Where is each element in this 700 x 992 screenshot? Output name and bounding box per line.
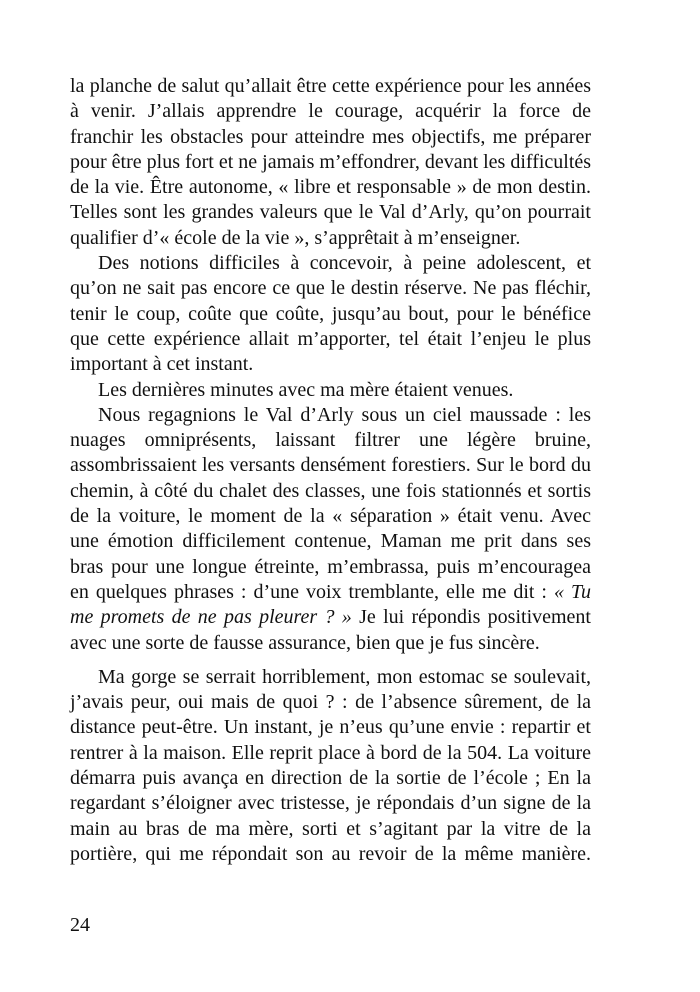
- text-segment: assombrissaient les versants densément forestiers. Sur le bord du: [70, 454, 591, 477]
- page-body: [70, 74, 591, 867]
- text-line: [70, 504, 591, 529]
- text-line: [70, 175, 591, 200]
- text-segment: rentrer à la maison. Elle reprit place à bord de la 504. La voiture: [70, 741, 591, 764]
- paragraph: [70, 378, 591, 403]
- text-segment: de la vie. Être autonome, « libre et responsable » de mon destin.: [70, 176, 591, 199]
- text-line: [70, 99, 591, 124]
- text-line: [70, 200, 591, 225]
- text-segment: pour être plus fort et ne jamais m’effondrer, devant les difficultés: [70, 150, 592, 173]
- text-segment: Ma gorge se serrait horriblement, mon estomac se soulevait,: [98, 665, 591, 688]
- text-line: [70, 665, 591, 690]
- text-segment: j’avais peur, oui mais de quoi ? : de l’absence sûrement, de la: [70, 691, 591, 714]
- text-segment: regardant s’éloigner avec tristesse, je répondais d’un signe de la: [70, 792, 591, 815]
- text-line: [70, 302, 591, 327]
- text-segment: Nous regagnions le Val d’Arly sous un ciel maussade : les: [98, 403, 591, 426]
- text-line: [70, 580, 591, 605]
- text-segment: en quelques phrases : d’une voix tremblante, elle me dit :: [70, 580, 554, 603]
- text-segment: tenir le coup, coûte que coûte, jusqu’au bout, pour le bénéfice: [70, 302, 591, 325]
- text-line: [70, 529, 591, 554]
- text-segment: que cette expérience allait m’apporter, tel était l’enjeu le plus: [70, 327, 591, 350]
- text-line: [70, 428, 591, 453]
- text-line: [70, 715, 591, 740]
- text-line: [70, 631, 591, 656]
- text-line: [70, 555, 591, 580]
- text-segment: la planche de salut qu’allait être cette expérience pour les années: [70, 75, 591, 97]
- paragraph: [70, 74, 591, 251]
- text-segment: main au bras de ma mère, sorti et s’agitant par la vitre de la: [70, 817, 591, 840]
- text-line: [70, 251, 591, 276]
- text-segment: Telles sont les grandes valeurs que le Val d’Arly, qu’on pourrait: [70, 201, 591, 224]
- text-segment: franchir les obstacles pour atteindre mes objectifs, me préparer: [70, 125, 591, 148]
- text-line: [70, 690, 591, 715]
- text-line: [70, 150, 591, 175]
- text-segment: Les dernières minutes avec ma mère étaient venues.: [98, 378, 514, 401]
- text-line: [70, 352, 591, 377]
- text-segment: qu’on ne sait pas encore ce que le destin réserve. Ne pas fléchir,: [70, 277, 591, 300]
- text-segment: distance peut-être. Un instant, je n’eus qu’une envie : repartir et: [70, 716, 591, 739]
- italic-text: « Tu: [553, 580, 591, 603]
- text-segment: bras pour une longue étreinte, m’embrassa, puis m’encouragea: [70, 555, 591, 578]
- text-segment: avec une sorte de fausse assurance, bien que je fus sincère.: [70, 631, 540, 654]
- text-line: [70, 403, 591, 428]
- text-segment: une émotion difficilement contenue, Maman me prit dans ses: [70, 530, 591, 553]
- text-segment: nuages omniprésents, laissant filtrer une légère bruine,: [70, 429, 591, 452]
- text-line: [70, 327, 591, 352]
- text-segment: Je lui répondis positivement: [351, 606, 591, 629]
- text-line: [70, 378, 591, 403]
- text-line: [70, 741, 591, 766]
- text-line: [70, 791, 591, 816]
- text-line: [70, 479, 591, 504]
- text-segment: portière, qui me répondait son au revoir de la même manière.: [70, 842, 591, 865]
- text-line: [70, 74, 591, 99]
- paragraph: [70, 403, 591, 656]
- text-line: [70, 125, 591, 150]
- text-line: [70, 766, 591, 791]
- text-line: [70, 226, 591, 251]
- text-line: [70, 817, 591, 842]
- text-segment: à venir. J’allais apprendre le courage, acquérir la force de: [70, 100, 591, 123]
- text-line: [70, 605, 591, 630]
- text-segment: de la voiture, le moment de la « séparation » était venu. Avec: [70, 505, 591, 528]
- text-segment: Des notions difficiles à concevoir, à peine adolescent, et: [98, 252, 591, 275]
- text-line: [70, 842, 591, 867]
- text-segment: chemin, à côté du chalet des classes, une fois stationnés et sortis: [70, 479, 591, 502]
- text-segment: important à cet instant.: [70, 353, 254, 376]
- text-line: [70, 276, 591, 301]
- text-segment: qualifier d’« école de la vie », s’apprêtait à m’enseigner.: [70, 226, 521, 249]
- text-segment: démarra puis avança en direction de la sortie de l’école ; En la: [70, 767, 591, 790]
- paragraph: [70, 665, 591, 867]
- text-line: [70, 453, 591, 478]
- italic-text: me promets de ne pas pleurer ? »: [70, 606, 352, 629]
- page-number: 24: [70, 914, 90, 936]
- paragraph: [70, 251, 591, 377]
